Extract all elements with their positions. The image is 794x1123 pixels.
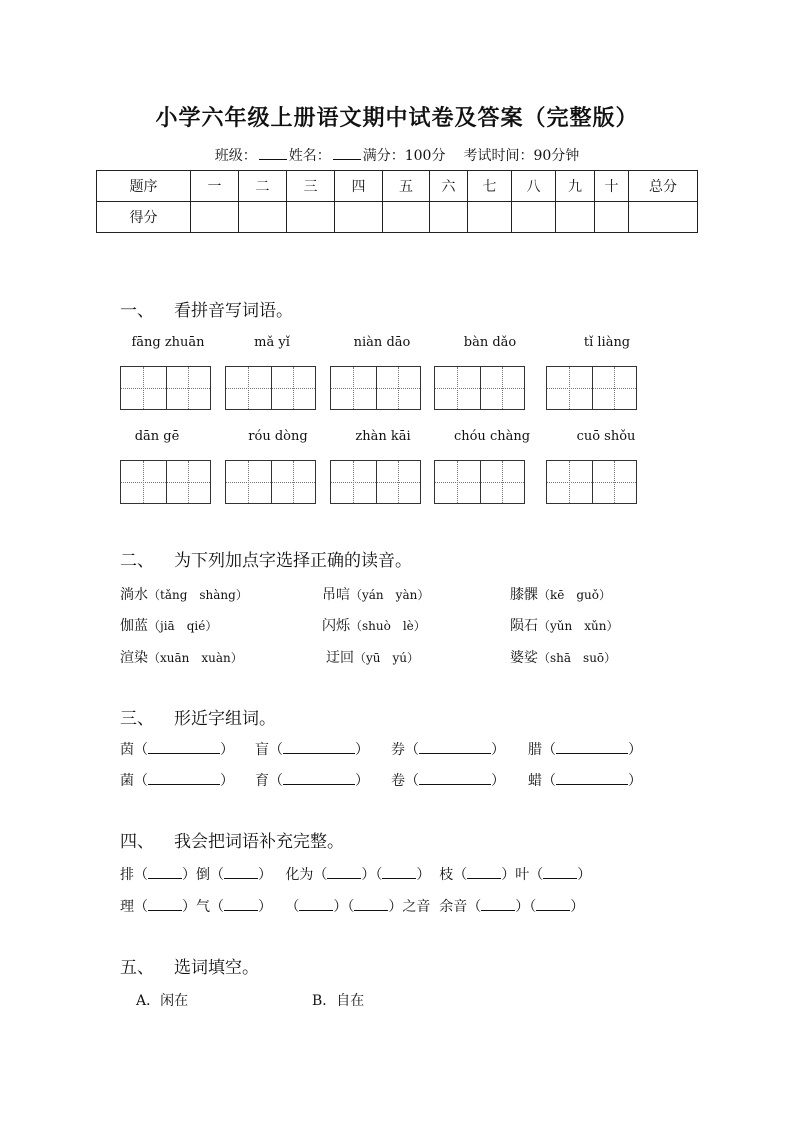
answer-blank[interactable] bbox=[556, 772, 628, 785]
score-row-label: 得分 bbox=[97, 202, 191, 233]
writing-grid[interactable] bbox=[120, 460, 211, 504]
score-table bbox=[96, 170, 698, 233]
answer-blank[interactable] bbox=[354, 898, 388, 911]
char-item: 蜡（ ） bbox=[528, 773, 642, 789]
score-header-cell: 四 bbox=[335, 171, 383, 202]
answer-blank[interactable] bbox=[299, 898, 333, 911]
section-5-heading: 五、 选词填空。 bbox=[120, 958, 259, 978]
idiom-row: 理（ ）气（ ） （ ）（ ）之音 余音（ ）（ ） bbox=[120, 899, 585, 915]
score-header-cell: 三 bbox=[287, 171, 335, 202]
section-1-heading: 一、 看拼音写词语。 bbox=[120, 301, 293, 321]
score-header-cell: 二 bbox=[239, 171, 287, 202]
writing-grid[interactable] bbox=[225, 366, 316, 410]
score-cell[interactable] bbox=[512, 202, 556, 233]
writing-grid[interactable] bbox=[546, 366, 637, 410]
score-row bbox=[97, 202, 698, 233]
reading-item: 伽蓝（jiā qié） bbox=[120, 618, 218, 634]
page-title: 小学六年级上册语文期中试卷及答案（完整版） bbox=[155, 105, 639, 131]
writing-grid[interactable] bbox=[434, 460, 525, 504]
pinyin-label: zhàn kāi bbox=[355, 429, 411, 444]
score-cell[interactable] bbox=[335, 202, 383, 233]
exam-time: 考试时间：90分钟 bbox=[463, 148, 580, 164]
char-item: 盲（ ） bbox=[255, 742, 369, 758]
writing-grid[interactable] bbox=[434, 366, 525, 410]
name-blank[interactable] bbox=[333, 147, 361, 160]
writing-grid[interactable] bbox=[330, 366, 421, 410]
answer-blank[interactable] bbox=[467, 866, 501, 879]
idiom-row: 排（ ）倒（ ） 化为（ ）（ ） 枝（ ）叶（ ） bbox=[120, 867, 592, 883]
answer-blank[interactable] bbox=[148, 772, 220, 785]
pinyin-label: cuō shǒu bbox=[576, 429, 636, 444]
score-cell[interactable] bbox=[383, 202, 430, 233]
answer-blank[interactable] bbox=[382, 866, 416, 879]
reading-item: 婆娑（shā suō） bbox=[510, 650, 617, 666]
score-cell[interactable] bbox=[191, 202, 239, 233]
answer-blank[interactable] bbox=[148, 898, 182, 911]
char-item: 茵（ ） bbox=[120, 742, 234, 758]
score-header-cell: 六 bbox=[430, 171, 468, 202]
section-3-heading: 三、 形近字组词。 bbox=[120, 709, 276, 729]
char-item: 育（ ） bbox=[255, 773, 369, 789]
pinyin-label: dān gē bbox=[134, 429, 180, 444]
answer-blank[interactable] bbox=[543, 866, 577, 879]
pinyin-label: fāng zhuān bbox=[131, 335, 205, 350]
score-cell[interactable] bbox=[287, 202, 335, 233]
answer-blank[interactable] bbox=[481, 898, 515, 911]
score-header-cell: 题序 bbox=[97, 171, 191, 202]
writing-grid[interactable] bbox=[120, 366, 211, 410]
char-item: 腊（ ） bbox=[528, 742, 642, 758]
score-header-cell: 五 bbox=[383, 171, 430, 202]
choice-option-a: A．闲在 bbox=[136, 993, 189, 1009]
pinyin-label: chóu chàng bbox=[453, 429, 531, 444]
full-score: 满分：100分 bbox=[362, 148, 446, 164]
answer-blank[interactable] bbox=[327, 866, 361, 879]
answer-blank[interactable] bbox=[224, 866, 258, 879]
answer-blank[interactable] bbox=[283, 772, 355, 785]
reading-item: 吊唁（yán yàn） bbox=[322, 587, 430, 603]
score-cell[interactable] bbox=[430, 202, 468, 233]
pinyin-label: bàn dǎo bbox=[463, 335, 517, 350]
score-cell[interactable] bbox=[556, 202, 595, 233]
char-item: 券（ ） bbox=[391, 742, 505, 758]
section-4-heading: 四、 我会把词语补充完整。 bbox=[120, 832, 344, 852]
reading-item: 淌水（tǎng shàng） bbox=[120, 587, 248, 603]
score-cell[interactable] bbox=[595, 202, 629, 233]
class-blank[interactable] bbox=[259, 147, 287, 160]
answer-blank[interactable] bbox=[148, 741, 220, 754]
exam-info bbox=[0, 145, 794, 165]
writing-grid[interactable] bbox=[546, 460, 637, 504]
reading-item: 迂回（yū yú） bbox=[326, 650, 420, 666]
answer-blank[interactable] bbox=[419, 772, 491, 785]
score-cell[interactable] bbox=[239, 202, 287, 233]
score-header-cell: 八 bbox=[512, 171, 556, 202]
score-header-cell: 一 bbox=[191, 171, 239, 202]
choice-option-b: B．自在 bbox=[312, 993, 365, 1009]
score-header-row bbox=[97, 171, 698, 202]
answer-blank[interactable] bbox=[419, 741, 491, 754]
answer-blank[interactable] bbox=[224, 898, 258, 911]
reading-item: 陨石（yǔn xǔn） bbox=[510, 618, 619, 634]
answer-blank[interactable] bbox=[536, 898, 570, 911]
char-item: 菌（ ） bbox=[120, 773, 234, 789]
score-cell[interactable] bbox=[629, 202, 698, 233]
pinyin-label: róu dòng bbox=[248, 429, 308, 444]
name-label: 姓名： bbox=[288, 148, 331, 164]
reading-item: 闪烁（shuò lè） bbox=[322, 618, 426, 634]
score-header-cell: 九 bbox=[556, 171, 595, 202]
writing-grid[interactable] bbox=[225, 460, 316, 504]
char-item: 卷（ ） bbox=[391, 773, 505, 789]
section-2-heading: 二、 为下列加点字选择正确的读音。 bbox=[120, 551, 412, 571]
answer-blank[interactable] bbox=[556, 741, 628, 754]
writing-grid[interactable] bbox=[330, 460, 421, 504]
pinyin-label: mǎ yǐ bbox=[254, 335, 290, 350]
score-header-cell: 七 bbox=[468, 171, 512, 202]
class-label: 班级： bbox=[214, 148, 257, 164]
pinyin-label: niàn dāo bbox=[353, 335, 411, 350]
reading-item: 渲染（xuān xuàn） bbox=[120, 650, 243, 666]
pinyin-label: tǐ liàng bbox=[583, 335, 631, 350]
score-header-cell: 总分 bbox=[629, 171, 698, 202]
answer-blank[interactable] bbox=[148, 866, 182, 879]
score-cell[interactable] bbox=[468, 202, 512, 233]
score-header-cell: 十 bbox=[595, 171, 629, 202]
answer-blank[interactable] bbox=[283, 741, 355, 754]
reading-item: 膝髁（kē guǒ） bbox=[510, 587, 612, 603]
